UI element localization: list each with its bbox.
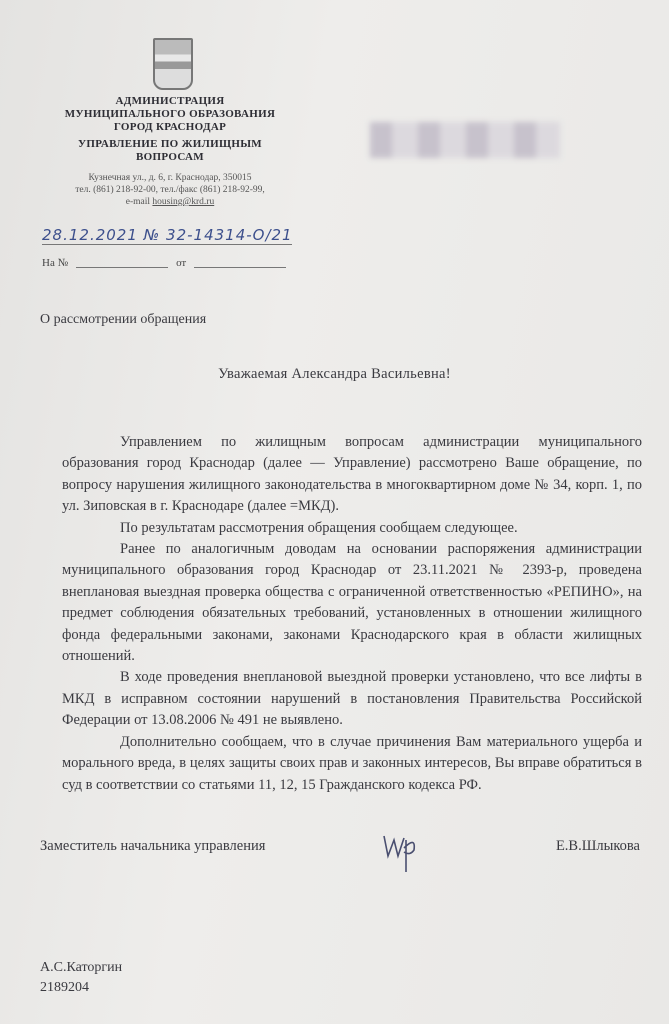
paragraph: Ранее по аналогичным доводам на основании распоряжения администрации муниципального образования город Краснодар от 23.11.2021 № 2393-р, проведена внеплановая выездная проверка общества с ограниченной ответственностью «РЕПИНО», на предмет соблюдения обязательных требований, установленных в отношении жилищного фонда федеральными законами, законами Краснодарского края в области жилищных отношений. [62, 541, 642, 665]
executor-block [40, 958, 122, 998]
dept-line: ВОПРОСАМ [136, 151, 204, 163]
reference-line [42, 257, 294, 269]
contact-block [40, 172, 300, 208]
email: housing@krd.ru [152, 197, 215, 207]
subject: О рассмотрении обращения [40, 312, 207, 327]
paragraph: В ходе проведения внеплановой выездной проверки установлено, что все лифты в МКД в исправном состоянии нарушений в постановления Правительства Российской Федерации от 13.08.2006 № 491 не выявлено. [62, 669, 642, 729]
org-line: ГОРОД КРАСНОДАР [113, 121, 227, 133]
signature-row [40, 826, 640, 870]
handwritten-signature-icon [376, 826, 426, 876]
paragraph: Управлением по жилищным вопросам администрации муниципального образования город Краснодар (далее — Управление) рассмотрено Ваше обращение, по вопросу нарушения жилищного законодательства в многоквартирном доме № 34, корп. 1, по ул. Зиповская в г. Краснодаре (далее =МКД). [62, 434, 642, 515]
org-line: МУНИЦИПАЛЬНОГО ОБРАЗОВАНИЯ [64, 108, 276, 120]
organization-header [40, 95, 300, 164]
phones: тел. (861) 218-92-00, тел./факс (861) 218-92-99, [75, 185, 265, 195]
greeting: Уважаемая Александра Васильевна! [218, 366, 451, 382]
letter-body [40, 432, 642, 870]
org-line: АДМИНИСТРАЦИЯ [115, 95, 225, 107]
paragraph: Дополнительно сообщаем, что в случае причинения Вам материального ущерба и морального вреда, в целях защиты своих прав и законных интересов, Вы вправе обратиться в суд в соответствии со статьями 11, 12, 15 Гражданского кодекса РФ. [62, 733, 642, 793]
dept-line: УПРАВЛЕНИЕ ПО ЖИЛИЩНЫМ [77, 138, 262, 150]
outgoing-date-number: 28.12.2021 № 32-14314-О/21 [42, 226, 293, 244]
paragraph: По результатам рассмотрения обращения сообщаем следующее. [120, 519, 518, 536]
signatory-name: Е.В.Шлыкова [555, 837, 640, 854]
email-label: e-mail [125, 197, 151, 207]
executor-phone: 2189204 [40, 980, 89, 995]
redacted-recipient [370, 122, 560, 158]
executor-name: А.С.Каторгин [40, 960, 123, 975]
address: Кузнечная ул., д. 6, г. Краснодар, 350015 [88, 173, 252, 183]
ref-number-label: На № [42, 257, 69, 269]
ref-from-label: от [176, 257, 187, 269]
coat-of-arms-icon [153, 38, 193, 90]
signatory-role: Заместитель начальника управления [40, 837, 266, 854]
